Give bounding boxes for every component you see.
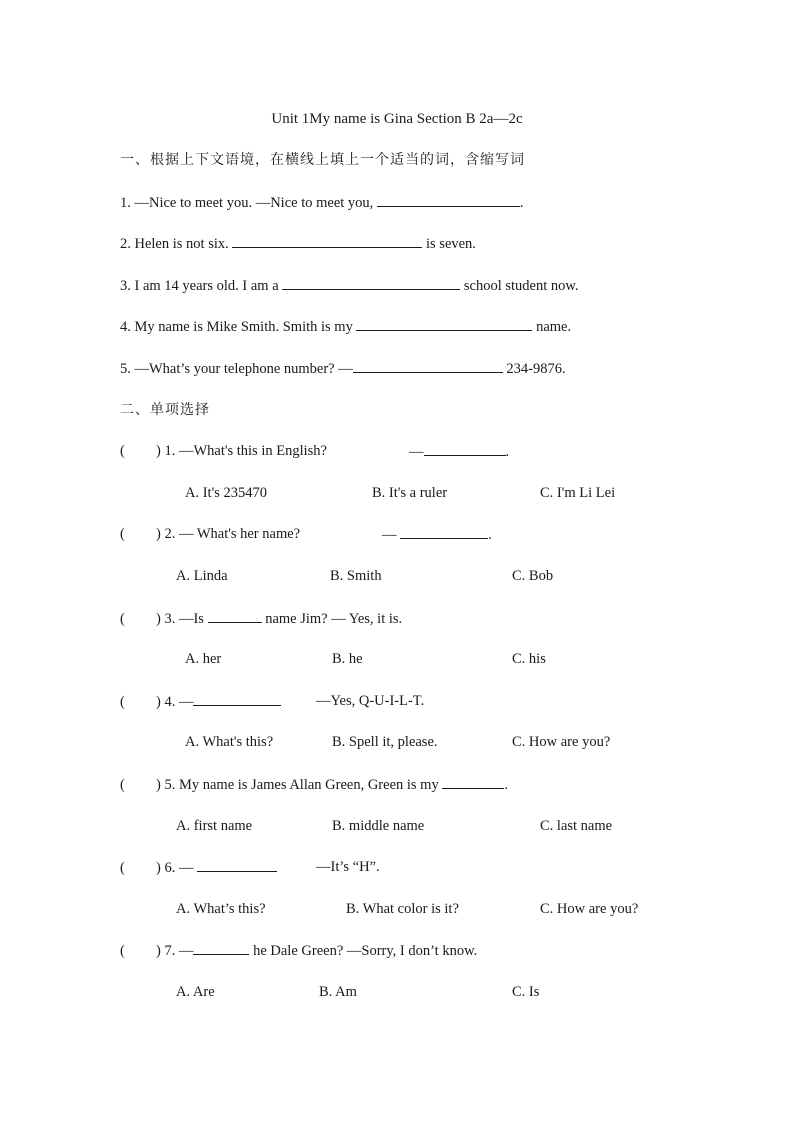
answer-paren-open[interactable]: ( — [120, 611, 125, 627]
question-text: he Dale Green? —Sorry, I don’t know. — [249, 943, 478, 959]
option-b[interactable]: B. he — [332, 651, 363, 667]
choice-question-7 — [120, 941, 477, 960]
choice-question-5 — [120, 775, 508, 794]
option-b[interactable]: B. Spell it, please. — [332, 734, 438, 750]
answer-blank[interactable] — [282, 276, 460, 290]
answer-paren-open[interactable]: ( — [120, 777, 125, 793]
answer-blank[interactable] — [353, 359, 503, 373]
question-text: 7. — — [164, 943, 194, 959]
item-text: 1. —Nice to meet you. —Nice to meet you, — [120, 195, 377, 211]
answer-paren-close: ) — [156, 611, 161, 627]
response-text-6: —It’s “H”. — [316, 859, 380, 875]
question-text: name Jim? — Yes, it is. — [261, 611, 403, 627]
answer-paren-open[interactable]: ( — [120, 860, 125, 876]
choice-question-4 — [120, 692, 281, 711]
item-text: 4. My name is Mike Smith. Smith is my — [120, 319, 357, 335]
fill-in-item-4 — [120, 317, 571, 336]
response-dash: — — [382, 527, 401, 543]
option-a[interactable]: A. her — [185, 651, 222, 667]
answer-blank[interactable] — [377, 193, 520, 207]
item-text: 234-9876. — [502, 361, 566, 377]
response-text-2 — [382, 525, 492, 544]
option-a[interactable]: A. What's this? — [185, 734, 274, 750]
option-a[interactable]: A. Linda — [176, 568, 228, 584]
item-text: . — [519, 195, 524, 211]
answer-blank[interactable] — [356, 317, 532, 331]
answer-blank[interactable] — [193, 692, 281, 706]
item-text: 5. —What’s your telephone number? — — [120, 361, 353, 377]
answer-paren-open[interactable]: ( — [120, 943, 125, 959]
answer-blank[interactable] — [208, 609, 262, 623]
choice-question-6 — [120, 858, 277, 877]
option-a[interactable]: A. It's 235470 — [185, 485, 267, 501]
option-c[interactable]: C. I'm Li Lei — [540, 485, 616, 501]
response-dash: — — [409, 444, 424, 460]
question-text: 3. —Is — [164, 611, 208, 627]
answer-paren-close: ) — [156, 694, 161, 710]
answer-blank[interactable] — [442, 775, 504, 789]
response-text-1 — [409, 442, 509, 461]
fill-in-item-1 — [120, 193, 524, 212]
answer-paren-close: ) — [156, 777, 161, 793]
question-text: 6. — — [164, 860, 198, 876]
option-a[interactable]: A. Are — [176, 984, 215, 1000]
answer-blank[interactable] — [197, 858, 277, 872]
option-c[interactable]: C. his — [512, 651, 546, 667]
answer-paren-open[interactable]: ( — [120, 694, 125, 710]
item-text: 2. Helen is not six. — [120, 236, 233, 252]
question-text: . — [504, 777, 508, 793]
item-text: school student now. — [460, 278, 579, 294]
answer-paren-open[interactable]: ( — [120, 526, 125, 542]
question-text: 1. —What's this in English? — [164, 443, 327, 459]
answer-paren-close: ) — [156, 860, 161, 876]
answer-blank[interactable] — [232, 234, 422, 248]
option-a[interactable]: A. first name — [176, 818, 253, 834]
answer-blank[interactable] — [193, 941, 249, 955]
answer-blank[interactable] — [400, 525, 488, 539]
answer-paren-open[interactable]: ( — [120, 443, 125, 459]
item-text: is seven. — [422, 236, 476, 252]
section-1-heading: 一、根据上下文语境，在横线上填上一个适当的词，含缩写词 — [120, 152, 525, 168]
answer-paren-close: ) — [156, 526, 161, 542]
item-text: 3. I am 14 years old. I am a — [120, 278, 283, 294]
answer-paren-close: ) — [156, 443, 161, 459]
option-c[interactable]: C. Is — [512, 984, 540, 1000]
fill-in-item-5 — [120, 359, 566, 378]
worksheet-title: Unit 1My name is Gina Section B 2a—2c — [271, 111, 523, 127]
fill-in-item-2 — [120, 234, 476, 253]
option-c[interactable]: C. last name — [540, 818, 613, 834]
option-b[interactable]: B. What color is it? — [346, 901, 459, 917]
item-text: name. — [532, 319, 572, 335]
option-c[interactable]: C. How are you? — [512, 734, 611, 750]
choice-question-1 — [120, 442, 327, 460]
question-text: 4. — — [164, 694, 194, 710]
option-b[interactable]: B. It's a ruler — [372, 485, 448, 501]
option-b[interactable]: B. middle name — [332, 818, 425, 834]
section-2-heading: 二、单项选择 — [120, 402, 210, 418]
choice-question-2 — [120, 525, 300, 543]
response-end: . — [488, 527, 492, 543]
question-text: 5. My name is James Allan Green, Green is my — [164, 777, 443, 793]
answer-paren-close: ) — [156, 943, 161, 959]
fill-in-item-3 — [120, 276, 579, 295]
option-b[interactable]: B. Am — [319, 984, 357, 1000]
option-b[interactable]: B. Smith — [330, 568, 382, 584]
question-text: 2. — What's her name? — [164, 526, 301, 542]
option-c[interactable]: C. How are you? — [540, 901, 639, 917]
option-c[interactable]: C. Bob — [512, 568, 554, 584]
answer-blank[interactable] — [424, 442, 506, 456]
response-end: . — [505, 444, 510, 460]
option-a[interactable]: A. What’s this? — [176, 901, 266, 917]
choice-question-3 — [120, 609, 402, 628]
response-text-4: —Yes, Q-U-I-L-T. — [316, 693, 425, 709]
